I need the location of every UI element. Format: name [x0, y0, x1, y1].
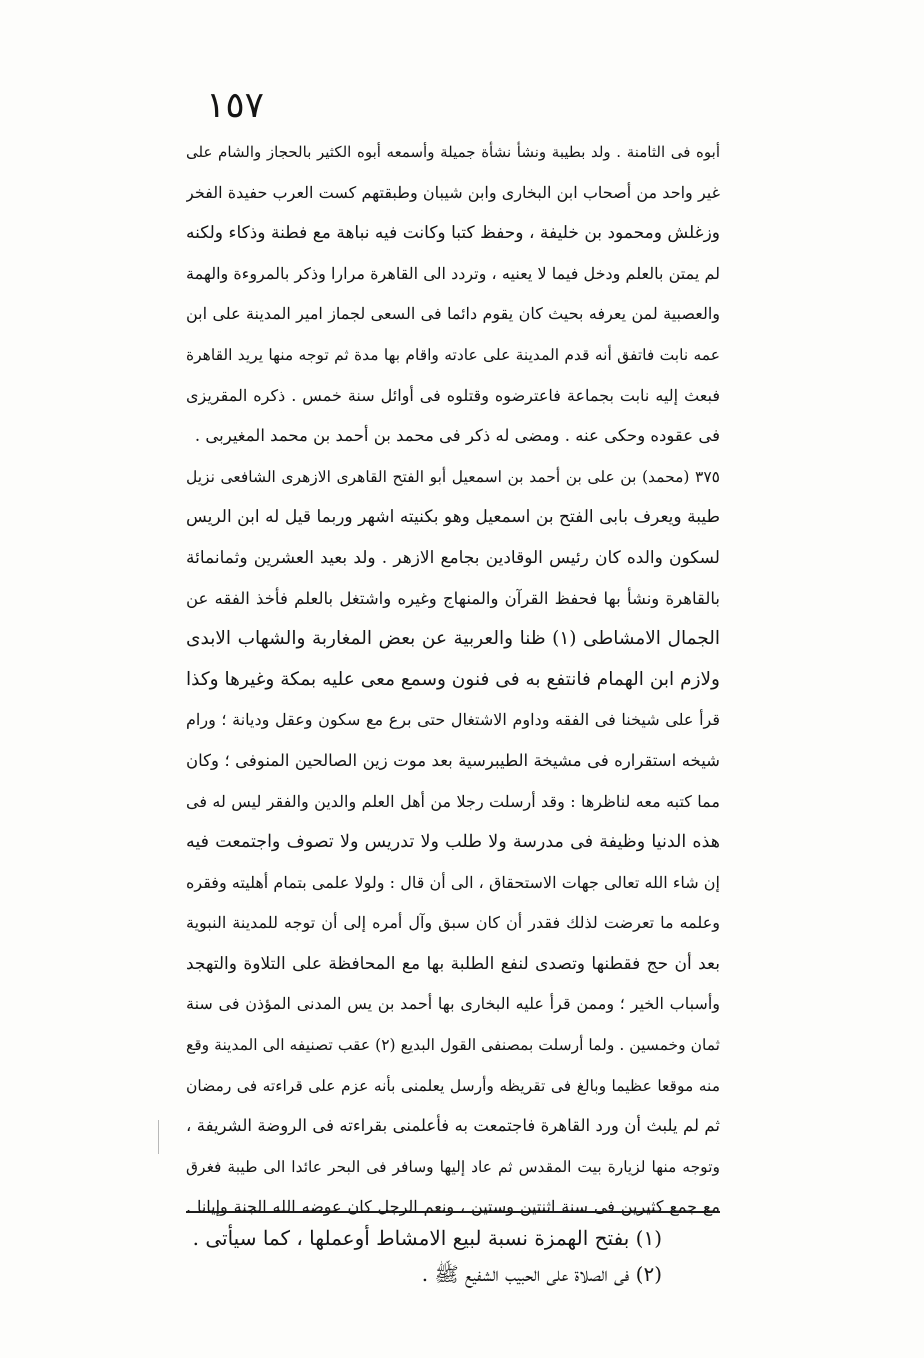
main-text-block	[186, 132, 720, 1228]
text-line: فى عقوده وحكى عنه . ومضى له ذكر فى محمد بن أحمد بن محمد المغيربى .	[194, 426, 720, 446]
footnotes-block	[186, 1220, 720, 1292]
text-line: أبوه فى الثامنة . ولد بطيبة ونشأ نشأة جميلة وأسمعه أبوه الكثير بالحجاز والشام على	[186, 143, 720, 161]
text-line: طيبة ويعرف بابى الفتح بن اسمعيل وهو بكنيته اشهر وربما قيل له ابن الريس	[186, 507, 720, 528]
text-line: ولازم ابن الهمام فانتفع به فى فنون وسمع معى عليه بمكة وغيرها وكذا	[186, 668, 720, 690]
text-line: عمه نابت فاتفق أنه قدم المدينة على عادته واقام بها مدة ثم توجه منها يريد القاهرة	[186, 345, 720, 364]
text-line: وزغلش ومحمود بن خليفة ، وحفظ كتبا وكانت فيه نباهة مع فطنة وذكاء ولكنه	[186, 223, 720, 244]
text-line: قرأ على شيخنا فى الفقه وداوم الاشتغال حتى برع مع سكون وعقل وديانة ؛ ورام	[186, 710, 720, 730]
text-line: هذه الدنيا وظيفة فى مدرسة ولا طلب ولا تدريس ولا تصوف واجتمعت فيه	[186, 832, 720, 853]
text-line: غير واحد من أصحاب ابن البخارى وابن شيبان وطبقتهم كست العرب حفيدة الفخر	[186, 182, 720, 202]
text-line: إن شاء الله تعالى جهات الاستحقاق ، الى أن قال : ولولا علمى بتمام أهليته وفقره	[186, 872, 720, 892]
text-line: وعلمه ما تعرضت لذلك فقدر أن كان سبق وآل أمره إلى أن توجه للمدينة النبوية	[186, 913, 720, 933]
text-line: ثم لم يلبث أن ورد القاهرة فاجتمعت به فأعلمنى بقراءته فى الروضة الشريفة ،	[186, 1116, 720, 1136]
footnote-divider	[186, 1211, 720, 1213]
text-line: الجمال الامشاطى (١) ظنا والعربية عن بعض المغاربة والشهاب الابدى	[186, 628, 720, 650]
text-line: مما كتبه معه لناظرها : وقد أرسلت رجلا من أهل العلم والدين والفقر ليس له فى	[186, 791, 720, 811]
text-line: بالقاهرة ونشأ بها فحفظ القرآن والمنهاج وغيره واشتغل بالعلم فأخذ الفقه عن	[186, 588, 720, 608]
text-line: والعصبية لمن يعرفه بحيث كان يقوم دائما فى السعى لجماز امير المدينة على ابن	[186, 304, 720, 324]
footnote: (٢) فى الصلاة على الحبيب الشفيع ﷺ .	[421, 1262, 662, 1286]
text-line: لم يمتن بالعلم ودخل فيما لا يعنيه ، وتردد الى القاهرة مرارا وذكر بالمروءة والهمة	[186, 263, 720, 283]
page-number: ١٥٧	[206, 85, 265, 126]
text-line: شيخه استقراره فى مشيخة الطيبرسية بعد موت زين الصالحين المنوفى ؛ وكان	[186, 750, 720, 770]
text-line: فبعث إليه نابت بجماعة فاعترضوه وقتلوه فى أوائل سنة خمس . ذكره المقريزى	[186, 385, 720, 405]
margin-mark	[158, 1120, 159, 1154]
entry-heading-line: ٣٧٥ (محمد) بن على بن أحمد بن اسمعيل أبو الفتح القاهرى الازهرى الشافعى نزيل	[186, 467, 720, 486]
text-line: مع جمع كثيرين فى سنة اثنتين وستين ، ونعم الرجل كان عوضه الله الجنة وإيانا .	[186, 1197, 720, 1217]
text-line: ثمان وخمسين . ولما أرسلت بمصنفى القول البديع (٢) عقب تصنيفه الى المدينة وقع	[186, 1036, 720, 1055]
text-line: وأسباب الخير ؛ وممن قرأ عليه البخارى بها أحمد بن يس المدنى المؤذن فى سنة	[186, 994, 720, 1014]
text-line: وتوجه منها لزيارة بيت المقدس ثم عاد إليها وسافر فى البحر عائدا الى طيبة فغرق	[186, 1157, 720, 1176]
text-line: بعد أن حج فقطنها وتصدى لنفع الطلبة بها مع المحافظة على التلاوة والتهجد	[186, 953, 720, 974]
footnote: (١) بفتح الهمزة نسبة لبيع الامشاط أوعملها ، كما سيأتى .	[192, 1226, 662, 1250]
text-line: منه موقعا عظيما وبالغ فى تقريظه وأرسل يعلمنى بأنه عزم على قراءته فى رمضان	[186, 1076, 720, 1095]
text-line: لسكون والده كان رئيس الوقادين بجامع الازهر . ولد بعيد العشرين وثمانمائة	[186, 547, 720, 568]
